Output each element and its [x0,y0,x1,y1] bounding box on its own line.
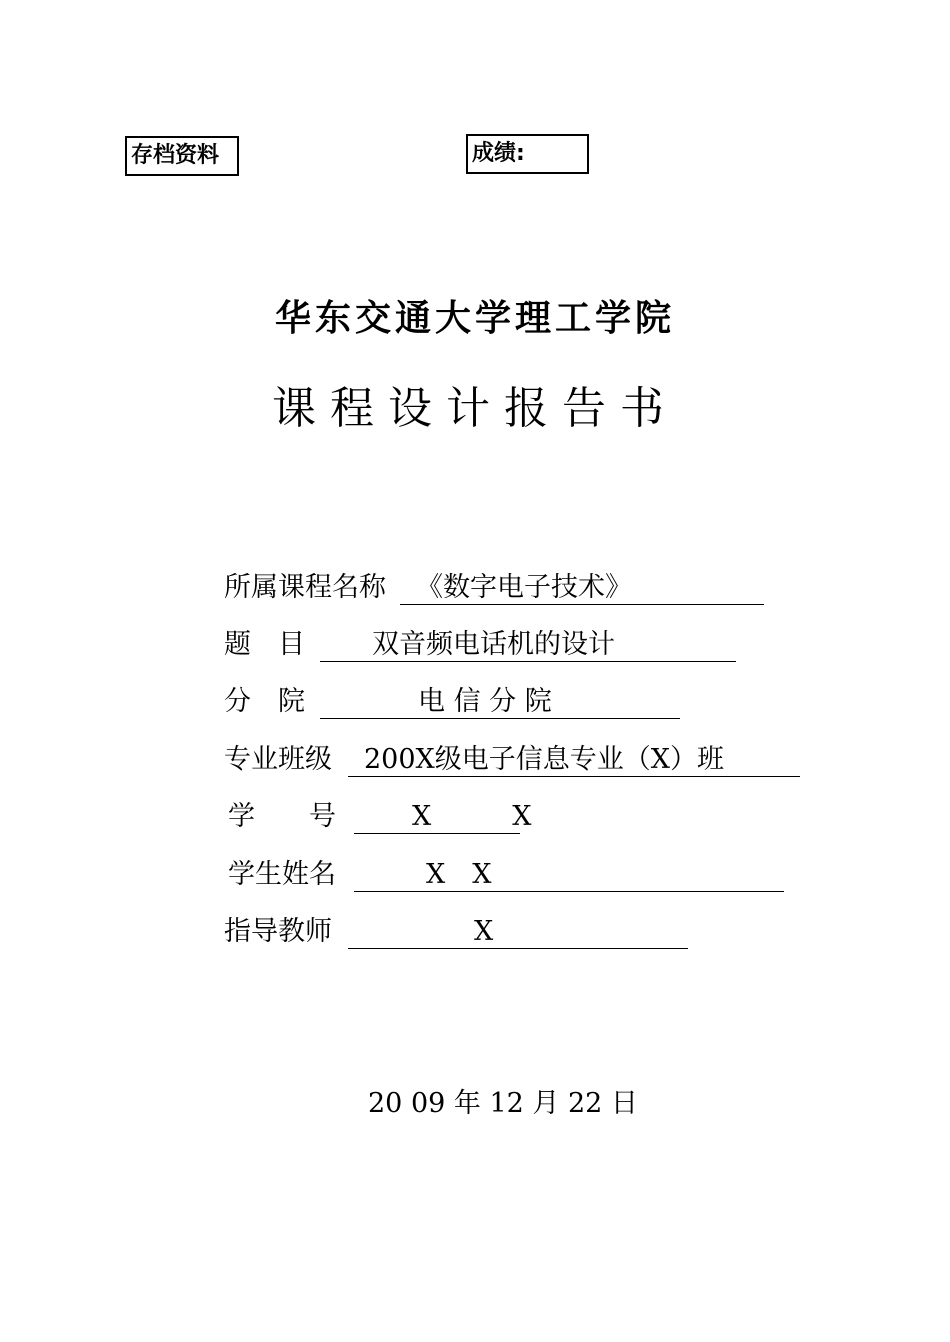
field-label: 学生姓名 [228,859,336,890]
field-value: 《数字电子技术》 [416,572,632,603]
field-major-class [224,740,804,780]
field-student-id [228,797,532,837]
archive-stamp: 存档资料 [125,136,239,176]
field-course [224,568,769,608]
field-value: 电 信 分 院 [418,686,552,717]
field-value: X X [426,859,492,890]
field-label: 所属课程名称 [224,572,386,603]
field-advisor [224,912,694,952]
field-value: X X [412,801,532,832]
field-value: 200X级电子信息专业（X）班 [364,744,724,775]
field-label: 指导教师 [224,916,332,947]
report-date: 20 09 年 12 月 22 日 [368,1088,638,1119]
field-value: 双音频电话机的设计 [372,629,615,660]
field-value: X [474,916,494,947]
field-label: 专业班级 [224,744,332,775]
field-topic [224,625,744,665]
field-label: 题 目 [224,629,305,660]
field-student-name [228,855,788,895]
underline [354,859,784,892]
field-department [224,682,684,722]
field-label: 学 号 [228,801,336,832]
underline [348,916,688,949]
report-title: 课程设计报告书 [272,383,678,434]
school-name: 华东交通大学理工学院 [274,298,675,339]
field-label: 分 院 [224,686,305,717]
grade-box: 成绩: [466,134,589,174]
